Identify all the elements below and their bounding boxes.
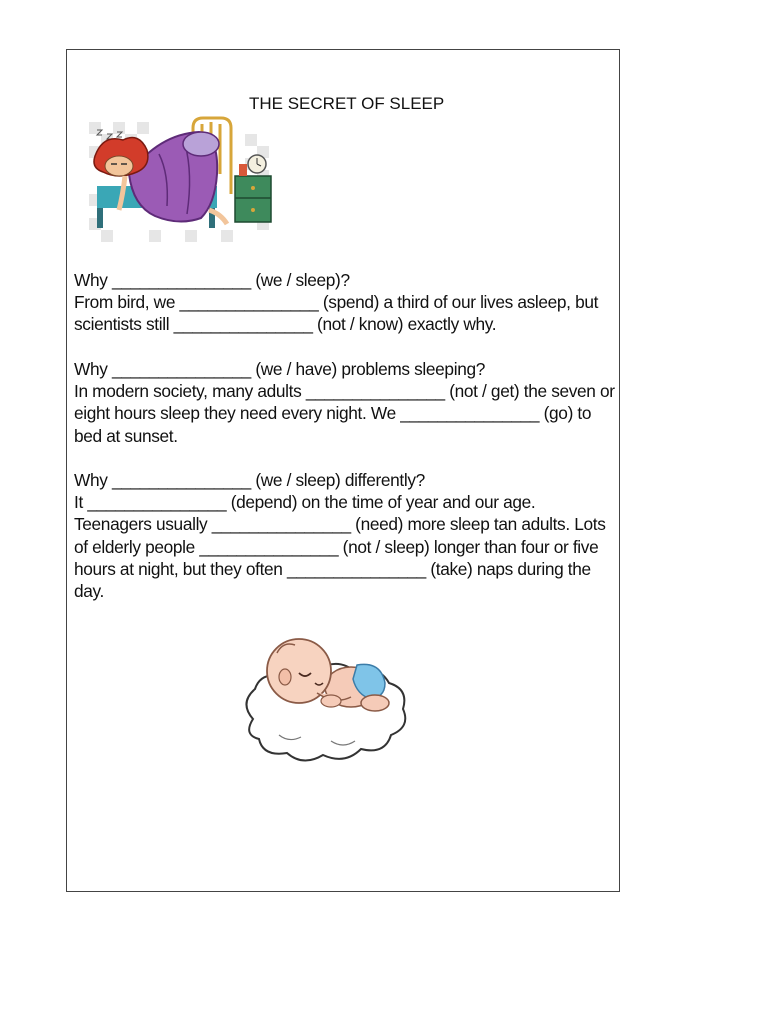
tired-person-in-bed-illustration	[89, 114, 279, 250]
worksheet-line: Teenagers usually _______________ (need) more sleep tan adults. Lots	[74, 514, 606, 535]
worksheet-line: From bird, we _______________ (spend) a third of our lives asleep, but	[74, 292, 599, 313]
worksheet-line: day.	[74, 581, 104, 602]
worksheet-line: eight hours sleep they need every night. We _______________ (go) to	[74, 403, 592, 424]
worksheet-line: Why _______________ (we / sleep) differently?	[74, 470, 425, 490]
worksheet-line: scientists still _______________ (not / know) exactly why.	[74, 314, 497, 335]
worksheet-line: In modern society, many adults _______________ (not / get) the seven or	[74, 381, 615, 402]
sleeping-baby-on-cloud-illustration	[239, 623, 409, 768]
worksheet-page	[66, 49, 620, 892]
worksheet-line: of elderly people _______________ (not / sleep) longer than four or five	[74, 536, 599, 557]
question-block-problems-sleeping	[74, 358, 619, 447]
question-block-sleep-differently	[74, 469, 619, 602]
worksheet-line: Why _______________ (we / have) problems sleeping?	[74, 359, 485, 379]
worksheet-line: bed at sunset.	[74, 425, 178, 446]
question-block-why-we-sleep	[74, 269, 619, 336]
worksheet-line: Why _______________ (we / sleep)?	[74, 270, 350, 290]
worksheet-line: It _______________ (depend) on the time of year and our age.	[74, 492, 536, 513]
worksheet-title: THE SECRET OF SLEEP	[249, 94, 445, 113]
worksheet-line: hours at night, but they often _______________ (take) naps during the	[74, 558, 591, 579]
